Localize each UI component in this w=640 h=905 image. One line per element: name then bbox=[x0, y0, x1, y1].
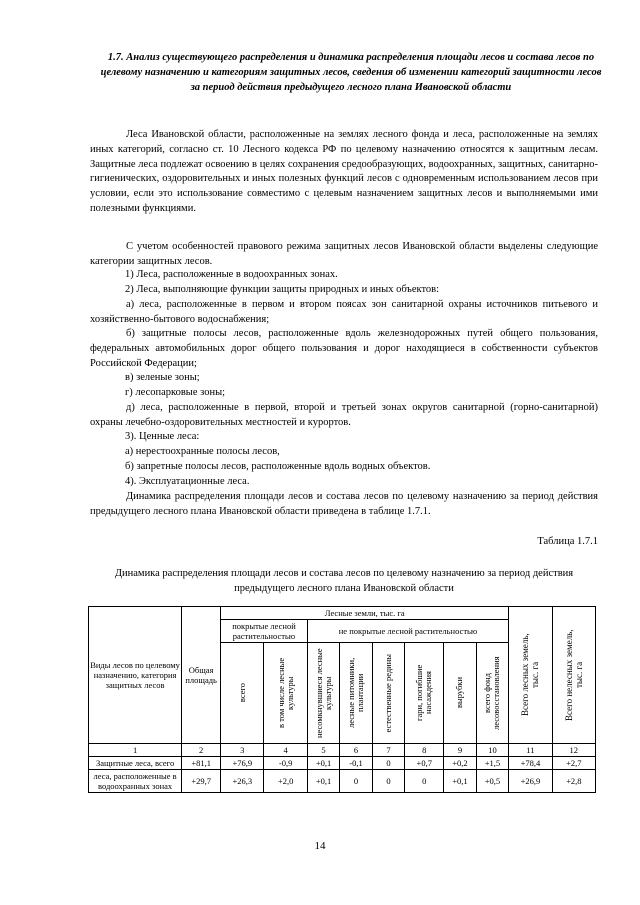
header-burnt-areas: гари, погибшие насаждения bbox=[405, 643, 444, 744]
table-cell: -0,9 bbox=[264, 757, 307, 770]
table-caption: Динамика распределения площади лесов и состава лесов по целевому назначению за период действия предыдущего лесного плана Ивановской области bbox=[114, 568, 574, 594]
column-number: 2 bbox=[182, 744, 221, 757]
column-number: 12 bbox=[552, 744, 595, 757]
column-number: 1 bbox=[89, 744, 182, 757]
table-cell: +1,5 bbox=[476, 757, 509, 770]
column-number: 11 bbox=[509, 744, 552, 757]
table-cell: +76,9 bbox=[221, 757, 264, 770]
list-item-forest-park-zones: г) лесопарковые зоны; bbox=[125, 387, 226, 398]
table-cell: +0,7 bbox=[405, 757, 444, 770]
table-cell: +0,1 bbox=[307, 770, 339, 793]
header-forest-lands: Лесные земли, тыс. га bbox=[221, 607, 509, 620]
paragraph-categories-intro: С учетом особенностей правового режима защитных лесов Ивановской области выделены следующие категории защитных лесов. bbox=[90, 241, 598, 267]
table-cell: -0,1 bbox=[340, 757, 372, 770]
page-number: 14 bbox=[314, 840, 326, 852]
table-cell: +2,8 bbox=[552, 770, 595, 793]
list-item-sanitary-zones: а) леса, расположенные в первом и втором поясах зон санитарной охраны источников питьевого и хозяйственно-бытового водоснабжения; bbox=[90, 299, 598, 325]
table-cell: +29,7 bbox=[182, 770, 221, 793]
table-cell: +0,2 bbox=[444, 757, 476, 770]
header-unclosed-cultures: несомкнувшиеся лесные культуры bbox=[307, 643, 339, 744]
list-item-spawning-strips: а) нерестоохранные полосы лесов, bbox=[125, 446, 280, 457]
list-item-valuable-forests: 3). Ценные леса: bbox=[125, 431, 200, 442]
header-forest-cultures: в том числе лесные культуры bbox=[264, 643, 307, 744]
table-cell: +0,5 bbox=[476, 770, 509, 793]
list-item-green-zones: в) зеленые зоны; bbox=[125, 372, 200, 383]
header-forest-types: Виды лесов по целевому назначению, категория защитных лесов bbox=[89, 607, 182, 744]
header-natural-glades: естественные редины bbox=[372, 643, 404, 744]
column-number: 8 bbox=[405, 744, 444, 757]
paragraph-protective-forests: Леса Ивановской области, расположенные на землях лесного фонда и леса, расположенные на землях иных категорий, согласно ст. 10 Лесного кодекса РФ по целевому назначению относятся к защитным лесам. Защитные леса подлежат освоению в целях сохранения средообразующих, водоохранных, защитных, санитарно-гигиенических, оздоровительных и иных полезных функций лесов с одновременным использованием лесов при условии, если это использование совместимо с целевым назначением защитных лесов и выполняемыми ими полезными функциями. bbox=[90, 129, 598, 214]
column-number: 10 bbox=[476, 744, 509, 757]
table-row bbox=[89, 770, 596, 793]
table-cell: 0 bbox=[372, 757, 404, 770]
header-nurseries: лесные питомники, плантации bbox=[340, 643, 372, 744]
list-item-resort-zones: д) леса, расположенные в первой, второй и третьей зонах округов санитарной (горно-санитарной) охраны лечебно-оздоровительных местностей и курортов. bbox=[90, 402, 598, 428]
table-cell: +0,1 bbox=[444, 770, 476, 793]
table-cell: +81,1 bbox=[182, 757, 221, 770]
list-item-exploitation-forests: 4). Эксплуатационные леса. bbox=[125, 476, 250, 487]
header-forest-lands-total: Всего лесных земель, тыс. га bbox=[509, 607, 552, 744]
table-cell: +78,4 bbox=[509, 757, 552, 770]
header-not-covered: не покрытые лесной растительностью bbox=[307, 620, 508, 643]
table-cell: +0,1 bbox=[307, 757, 339, 770]
header-clearings: вырубки bbox=[444, 643, 476, 744]
list-item-protection-functions: 2) Леса, выполняющие функции защиты природных и иных объектов: bbox=[125, 284, 440, 295]
header-restoration-fund: всего фонд лесовосстановления bbox=[476, 643, 509, 744]
section-heading: 1.7. Анализ существующего распределения и динамика распределения площади лесов и состава лесов по целевому назначению и категориям защитных лесов, сведения об изменении категорий защитности лесов за период действия предыдущего лесного плана Ивановской области bbox=[100, 52, 602, 93]
paragraph-table-reference: Динамика распределения площади лесов и состава лесов по целевому назначению за период действия предыдущего лесного плана Ивановской области приведена в таблице 1.7.1. bbox=[90, 491, 598, 517]
header-covered-all: всего bbox=[221, 643, 264, 744]
table-cell: +26,3 bbox=[221, 770, 264, 793]
table-label: Таблица 1.7.1 bbox=[537, 536, 598, 547]
column-number: 5 bbox=[307, 744, 339, 757]
row-label: Защитные леса, всего bbox=[89, 757, 182, 770]
column-number: 6 bbox=[340, 744, 372, 757]
table-cell: +26,9 bbox=[509, 770, 552, 793]
table-row bbox=[89, 757, 596, 770]
forest-dynamics-table bbox=[88, 606, 596, 793]
column-number: 3 bbox=[221, 744, 264, 757]
table-cell: 0 bbox=[405, 770, 444, 793]
header-covered: покрытые лесной растительностью bbox=[221, 620, 308, 643]
column-number: 7 bbox=[372, 744, 404, 757]
list-item-protective-strips: б) защитные полосы лесов, расположенные вдоль железнодорожных путей общего пользования, федеральных автомобильных дорог общего пользования и дорог находящиеся в собственности субъектов Российской Федерации; bbox=[90, 328, 598, 369]
list-item-water-protection: 1) Леса, расположенные в водоохранных зонах. bbox=[125, 269, 338, 280]
table-cell: 0 bbox=[340, 770, 372, 793]
header-nonforest-lands-total: Всего нелесных земель, тыс. га bbox=[552, 607, 595, 744]
column-number: 9 bbox=[444, 744, 476, 757]
column-number: 4 bbox=[264, 744, 307, 757]
row-label: леса, расположенные в водоохранных зонах bbox=[89, 770, 182, 793]
table-cell: +2,0 bbox=[264, 770, 307, 793]
header-total-area: Общая площадь bbox=[182, 607, 221, 744]
table-cell: 0 bbox=[372, 770, 404, 793]
list-item-forbidden-strips: б) запретные полосы лесов, расположенные вдоль водных объектов. bbox=[125, 461, 431, 472]
table-cell: +2,7 bbox=[552, 757, 595, 770]
